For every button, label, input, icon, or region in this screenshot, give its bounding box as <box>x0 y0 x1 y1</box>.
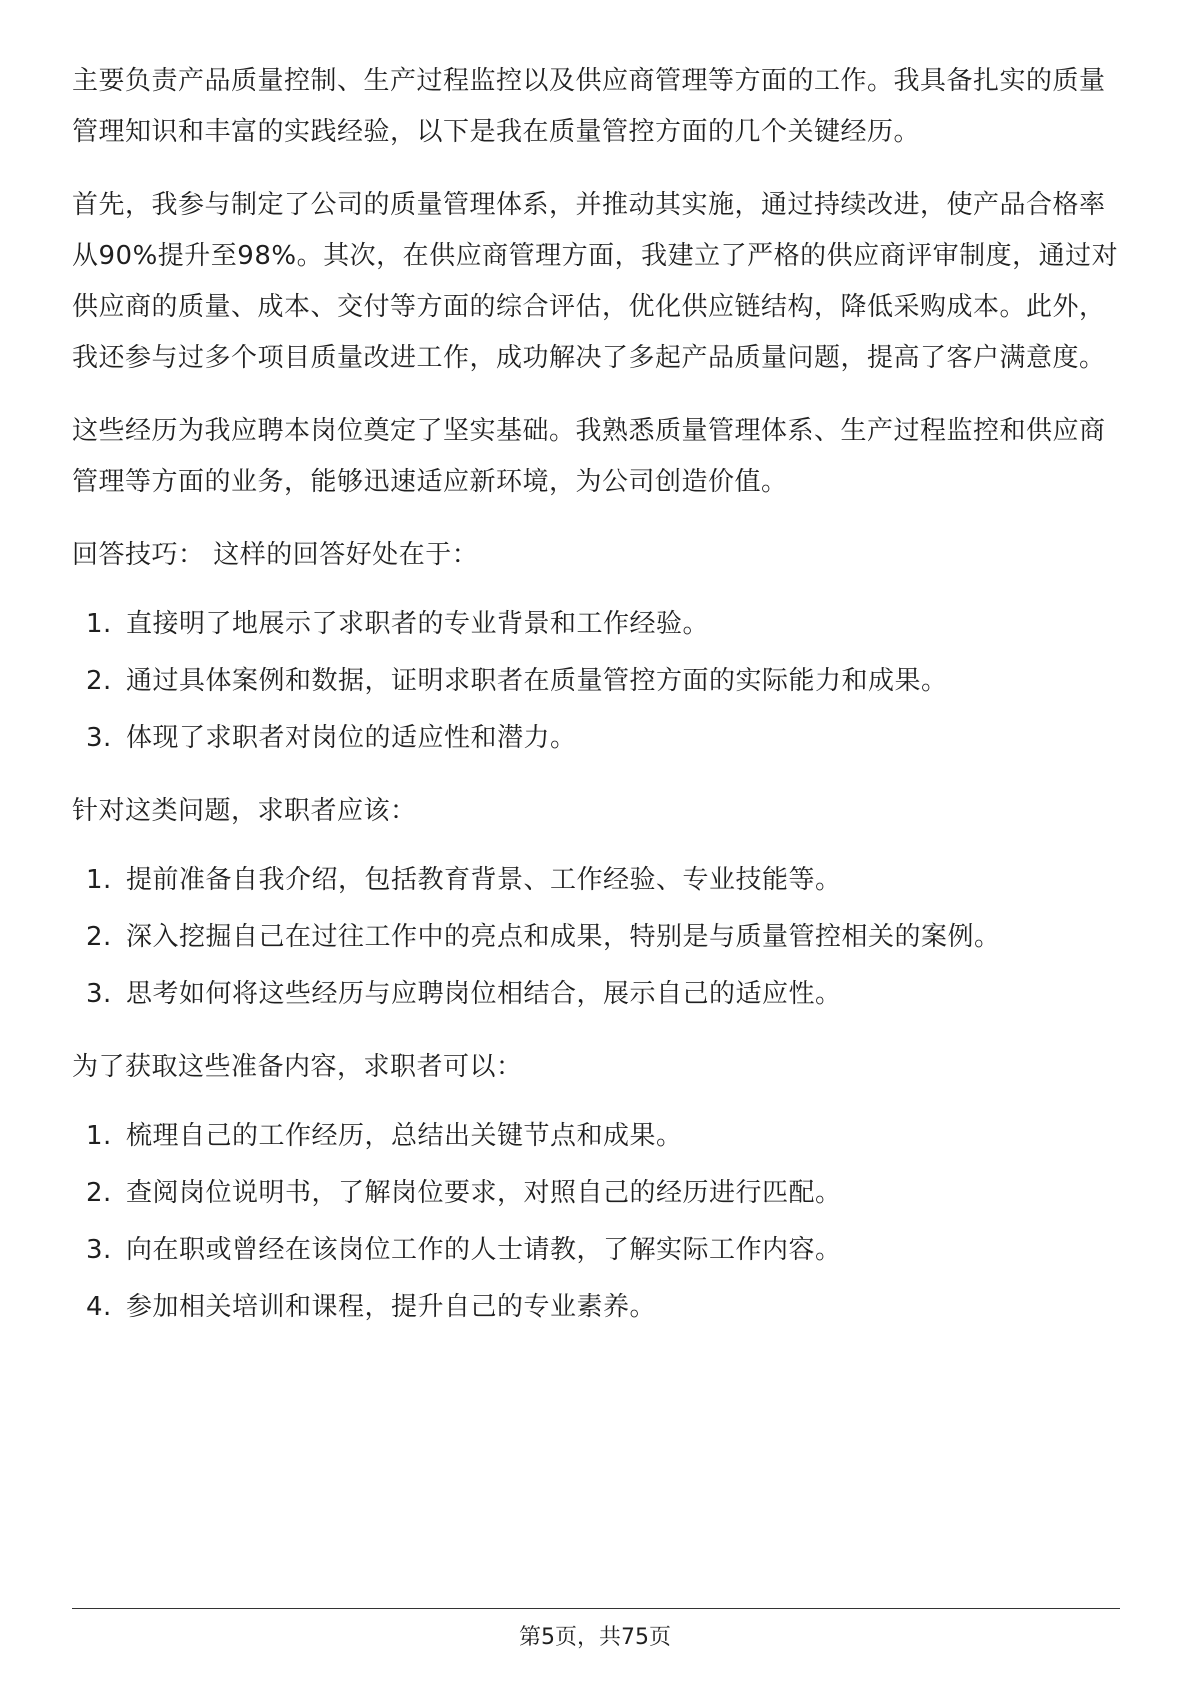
foundation-paragraph: 这些经历为我应聘本岗位奠定了坚实基础。我熟悉质量管理体系、生产过程监控和供应商管理等方面的业务，能够迅速适应新环境，为公司创造价值。 <box>72 416 1106 497</box>
list-number: 1. <box>86 1121 112 1151</box>
page-number: 第5页，共75页 <box>519 1625 671 1650</box>
footer-divider <box>72 1608 1120 1609</box>
list-text: 参加相关培训和课程，提升自己的专业素养。 <box>126 1292 657 1322</box>
list-text: 思考如何将这些经历与应聘岗位相结合，展示自己的适应性。 <box>126 979 842 1009</box>
list-number: 2. <box>86 1178 112 1208</box>
list-number: 1. <box>86 865 112 895</box>
preparation-heading: 针对这类问题，求职者应该： <box>72 796 417 826</box>
list-number: 2. <box>86 922 112 952</box>
list-text: 通过具体案例和数据，证明求职者在质量管控方面的实际能力和成果。 <box>126 666 948 696</box>
list-text: 梳理自己的工作经历，总结出关键节点和成果。 <box>126 1121 683 1151</box>
list-item <box>72 656 1122 707</box>
list-item <box>72 1168 1122 1219</box>
list-text: 查阅岗位说明书，了解岗位要求，对照自己的经历进行匹配。 <box>126 1178 842 1208</box>
list-item <box>72 713 1122 764</box>
list-text: 直接明了地展示了求职者的专业背景和工作经验。 <box>126 609 710 639</box>
list-number: 2. <box>86 666 112 696</box>
list-text: 向在职或曾经在该岗位工作的人士请教，了解实际工作内容。 <box>126 1235 842 1265</box>
list-text: 深入挖掘自己在过往工作中的亮点和成果，特别是与质量管控相关的案例。 <box>126 922 1001 952</box>
answer-tips-heading: 回答技巧： 这样的回答好处在于： <box>72 540 479 570</box>
list-number: 3. <box>86 1235 112 1265</box>
intro-paragraph: 主要负责产品质量控制、生产过程监控以及供应商管理等方面的工作。我具备扎实的质量管理知识和丰富的实践经验，以下是我在质量管控方面的几个关键经历。 <box>72 66 1106 147</box>
resources-list <box>72 1111 1122 1333</box>
list-item <box>72 912 1122 963</box>
answer-tips-list <box>72 599 1122 764</box>
list-text: 体现了求职者对岗位的适应性和潜力。 <box>126 723 577 753</box>
list-number: 3. <box>86 723 112 753</box>
list-number: 3. <box>86 979 112 1009</box>
list-item <box>72 969 1122 1020</box>
preparation-list <box>72 855 1122 1020</box>
resources-heading: 为了获取这些准备内容，求职者可以： <box>72 1052 523 1082</box>
list-number: 4. <box>86 1292 112 1322</box>
list-item <box>72 1225 1122 1276</box>
list-item <box>72 855 1122 906</box>
list-number: 1. <box>86 609 112 639</box>
list-item <box>72 599 1122 650</box>
list-item <box>72 1282 1122 1333</box>
experience-paragraph: 首先，我参与制定了公司的质量管理体系，并推动其实施，通过持续改进，使产品合格率从90%提升至98%。其次，在供应商管理方面，我建立了严格的供应商评审制度，通过对供应商的质量、成本、交付等方面的综合评估，优化供应链结构，降低采购成本。此外，我还参与过多个项目质量改进工作，成功解决了多起产品质量问题，提高了客户满意度。 <box>72 190 1119 373</box>
list-item <box>72 1111 1122 1162</box>
list-text: 提前准备自我介绍，包括教育背景、工作经验、专业技能等。 <box>126 865 842 895</box>
document-body <box>72 56 1122 1355</box>
